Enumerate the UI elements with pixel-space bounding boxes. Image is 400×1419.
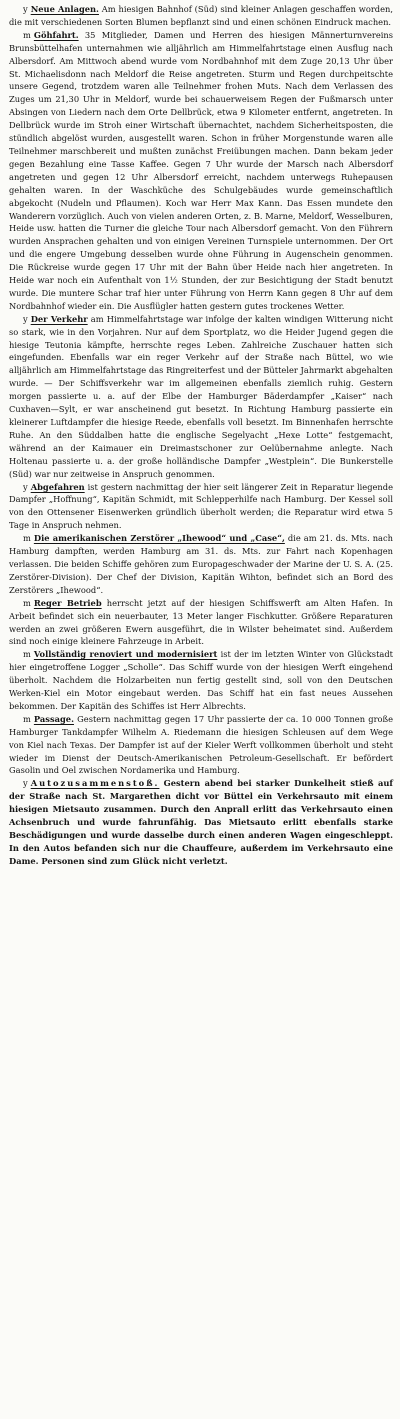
article-passage xyxy=(9,713,393,778)
article-paragraph xyxy=(9,481,393,533)
article-abgefahren xyxy=(9,481,393,533)
article-marker: y xyxy=(23,481,28,492)
article-headline: Die amerikanischen Zerstörer „Ihewood“ und „Case“, xyxy=(33,533,285,544)
article-autozusammenstoss xyxy=(9,777,393,867)
article-body: Am hiesigen Bahnhof (Süd) sind kleiner Anlagen geschaffen worden, die mit verschiedenen Sorten Blumen bepflanzt sind und einen schönen Eindruck machen. xyxy=(9,4,394,27)
article-neue-anlagen xyxy=(9,3,393,29)
article-marker: m xyxy=(23,713,31,724)
article-headline: Göhfahrt. xyxy=(33,29,79,40)
article-paragraph xyxy=(9,532,393,597)
article-marker: m xyxy=(23,649,31,660)
article-headline: Neue Anlagen. xyxy=(30,4,99,14)
article-paragraph xyxy=(9,777,393,867)
article-headline: Autozusammenstoß. xyxy=(30,778,160,789)
article-paragraph xyxy=(9,313,393,481)
article-paragraph xyxy=(9,713,393,778)
article-body: 35 Mitglieder, Damen und Herren des hiesigen Männerturnvereins Brunsbüttelhafen unternahmen wie alljährlich am Himmelfahrtstage einen Ausflug nach Albersdorf. Am Mittwoch abend wurde vom Nordbahnhof mit dem Zuge 20,13 Uhr über St. Michaelisdonn nach Meldorf die Reise angetreten. Sturm und Regen durchpeitschte unsere Gegend, trotzdem waren alle Teilnehmer frohen Muts. Nach dem Verlassen des Zuges um 21,30 Uhr in Meldorf, wurde bei schauerweisem Regen der Fußmarsch unter Absingen von Liedern nach dem Orte Dellbrück, etwa 9 Kilometer entfernt, angetreten. In Dellbrück wurde im Stroh einer Wirtschaft übernachtet, nachdem Sicherheitsposten, die stündlich abgelöst wurden, ausgestellt waren. Schon in früher Morgenstunde waren alle Teilnehmer marschbereit und mußten zunächst Freiübungen machen. Dann bekam jeder gegen Bezahlung eine Tasse Kaffee. Gegen 7 Uhr wurde der Marsch nach Albersdorf angetreten und gegen 12 Uhr Albersdorf erreicht, nachdem unterwegs Ruhepausen gehalten waren. In der Waschküche des Schulgebäudes wurde gemeinschaftlich abgekocht (Nudeln und Pflaumen). Koch war Herr Max Kann. Das Essen mundete den Wanderern vorzüglich. Auch von vielen anderen Orten, z. B. Marne, Meldorf, Wesselburen, Heide usw. hatten die Turner die gleiche Tour nach Albersdorf gemacht. Von den Führern wurden Ansprachen gehalten und von einigen Vereinen Turnspiele unternommen. Der Ort und die engere Umgebung desselben wurde ohne Führung in Augenschein genommen. Die Rückreise wurde gegen 17 Uhr mit der Bahn über Heide nach hier angetreten. In Heide war noch ein Aufenthalt von 1½ Stunden, der zur Besichtigung der Stadt benutzt wurde. Die muntere Schar traf hier unter Führung von Herrn Kann gegen 8 Uhr auf dem Nordbahnhof wieder ein. Die Ausflügler hatten gestern gutes trockenes Wetter. xyxy=(9,29,394,311)
article-marker: m xyxy=(23,597,31,608)
article-body: am Himmelfahrtstage war infolge der kalten windigen Witterung nicht so stark, wie in den Vorjahren. Nur auf dem Sportplatz, wo die Heider Jugend gegen die hiesige Teutonia kämpfte, herrschte reges Leben. Zahlreiche Zuschauer hatten sich eingefunden. Ebenfalls war ein reger Verkehr auf der Straße nach Büttel, wo wie alljährlich am Himmelfahrtstage das Ringreiterfest und der Bütteler Jahrmarkt abgehalten wurde. — Der Schiffsverkehr war im allgemeinen ebenfalls ziemlich ruhig. Gestern morgen passierte u. a. auf der Elbe der Hamburger Bäderdampfer „Kaiser“ nach Cuxhaven—Sylt, er war anscheinend gut besetzt. In Richtung Hamburg passierte ein kleinerer Luftdampfer die hiesige Reede, ebenfalls voll besetzt. Im Binnenhafen herrschte Ruhe. An den Süddalben hatte die englische Segelyacht „Hexe Lotte“ festgemacht, während an der Kaimauer ein Dreimastschoner zur Oelübernahme anlegte. Nach Holtenau passierte u. a. der große holländische Dampfer „Westplein“. Die Bunkerstelle (Süd) war nur zeitweise in Anspruch genommen. xyxy=(9,313,393,479)
article-marker: y xyxy=(23,4,28,14)
article-headline: Vollständig renoviert und modernisiert xyxy=(33,649,218,660)
article-marker: m xyxy=(23,29,31,40)
article-renoviert xyxy=(9,648,393,713)
article-goehfahrt xyxy=(9,29,393,313)
article-body: herrscht jetzt auf der hiesigen Schiffswerft am Alten Hafen. In Arbeit befindet sich ein neuerbauter, 13 Meter langer Fischkutter. Größere Reparaturen werden an zwei größeren Ewern ausgeführt, die in Wilster beheimatet sind. Außerdem sind noch einige kleinere Fahrzeuge in Arbeit. xyxy=(9,597,393,647)
article-body: ist gestern nachmittag der hier seit längerer Zeit in Reparatur liegende Dampfer „Hoffnung“, Kapitän Schmidt, mit Schlepperhilfe nach Hamburg. Der Kessel soll von den Ottensener Eisenwerken gründlich überholt werden; die Reparatur wird etwa 5 Tage in Anspruch nehmen. xyxy=(9,481,393,531)
article-marker: y xyxy=(23,313,28,324)
article-headline: Passage. xyxy=(33,713,74,724)
article-paragraph xyxy=(9,29,393,313)
article-zerstoerer xyxy=(9,532,393,597)
article-verkehr xyxy=(9,313,393,481)
article-paragraph xyxy=(9,648,393,713)
article-body: ist der im letzten Winter von Glückstadt hier eingetroffene Logger „Scholle“. Das Schiff wurde von der hiesigen Werft eingehend überholt. Nachdem die Holzarbeiten nun fertig gestellt sind, soll von den Deutschen Werken-Kiel ein Motor eingebaut werden. Das Schiff hat ein fast neues Aussehen bekommen. Der Kapitän des Schiffes ist Herr Albrechts. xyxy=(9,649,393,711)
article-paragraph xyxy=(9,3,393,29)
article-body: Gestern nachmittag gegen 17 Uhr passierte der ca. 10 000 Tonnen große Hamburger Tankdampfer Wilhelm A. Riedemann die hiesigen Schleusen auf dem Wege von Kiel nach Texas. Der Dampfer ist auf der Kieler Werft vollkommen überholt und steht wieder im Dienst der Deutsch-Amerikanischen Petroleum-Gesellschaft. Er befördert Gasolin und Oel zwischen Nordamerika und Hamburg. xyxy=(9,713,393,776)
article-reger-betrieb xyxy=(9,597,393,649)
article-body: die am 21. ds. Mts. nach Hamburg dampften, werden Hamburg am 31. ds. Mts. zur Fahrt nach Kopenhagen verlassen. Die beiden Schiffe gehören zum Europageschwader der Marine der U. S. A. (25. Zerstörer-Division). Der Chef der Division, Kapitän Wihton, befindet sich an Bord des Zerstörers „Ihewood“. xyxy=(9,533,393,595)
article-headline: Abgefahren xyxy=(30,481,85,492)
article-headline: Der Verkehr xyxy=(30,313,88,324)
article-paragraph xyxy=(9,597,393,649)
article-headline: Reger Betrieb xyxy=(33,597,102,608)
article-marker: m xyxy=(23,533,31,544)
article-marker: y xyxy=(23,778,28,789)
article-body: Gestern abend bei starker Dunkelheit stieß auf der Straße nach St. Margarethen dicht vor Büttel ein Verkehrsauto mit einem hiesigen Mietsauto zusammen. Durch den Anprall erlitt das Verkehrsauto einen Achsenbruch und wurde fahrunfähig. Das Mietsauto erlitt ebenfalls starke Beschädigungen und wurde dasselbe durch einen anderen Wagen eingeschleppt. In den Autos befanden sich nur die Chauffeure, außerdem im Verkehrsauto eine Dame. Personen sind zum Glück nicht verletzt. xyxy=(9,778,393,866)
